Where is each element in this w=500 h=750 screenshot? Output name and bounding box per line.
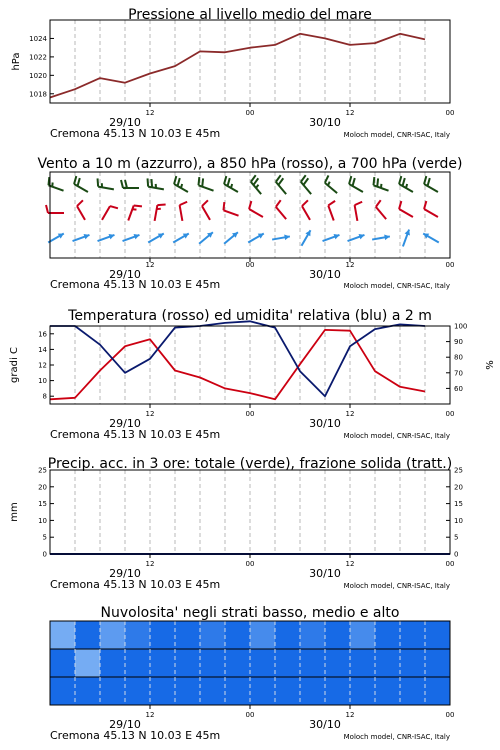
wind-barb <box>328 201 335 221</box>
y-tick-label: 25 <box>38 466 47 475</box>
wind-barb <box>180 202 188 221</box>
cloud-cell <box>375 649 400 677</box>
wind-barb-feather <box>202 200 208 206</box>
cloud-cell <box>250 621 275 649</box>
wind-barb <box>48 234 64 243</box>
x-tick-label: 00 <box>445 109 455 117</box>
date-label: 29/10 <box>109 718 141 731</box>
y-tick-label: 8 <box>42 392 47 401</box>
x-tick-label: 00 <box>245 711 255 719</box>
date-label: 30/10 <box>309 116 341 129</box>
wind-barb-half-feather <box>256 185 258 188</box>
wind-barb-half-feather <box>328 182 330 186</box>
cloud-cell <box>100 649 125 677</box>
y-tick-label: 10 <box>38 377 47 386</box>
cloud-cell <box>50 649 75 677</box>
cloud-cell <box>275 649 300 677</box>
wind-barb-feather <box>48 177 49 185</box>
cloud-cell <box>125 649 150 677</box>
wind-barb <box>198 177 213 191</box>
wind-barb <box>173 234 189 243</box>
y-right-tick-label: 10 <box>454 516 463 525</box>
wind-barb-feather <box>353 178 355 186</box>
wind-barb-shaft <box>128 205 133 220</box>
wind-barb-feather <box>178 178 180 186</box>
cloud-cell <box>275 621 300 649</box>
wind-barb <box>248 234 264 243</box>
wind-barb-feather <box>399 201 401 209</box>
wind-barb <box>174 176 188 192</box>
x-tick-label: 00 <box>245 560 255 568</box>
x-tick-label: 12 <box>345 261 355 269</box>
wind-barb-shaft <box>301 182 311 194</box>
y-axis-label: gradi C <box>9 347 20 383</box>
wind-barb-shaft <box>355 205 358 221</box>
wind-barb-feather <box>373 177 374 185</box>
wind-barb-feather <box>77 200 83 206</box>
wind-barb <box>102 206 118 220</box>
cloud-cell <box>425 677 450 705</box>
cloud-cell <box>125 677 150 705</box>
model-label: Moloch model, CNR-ISAC, Italy <box>343 432 450 440</box>
date-label: 30/10 <box>309 417 341 430</box>
x-tick-label: 00 <box>445 560 455 568</box>
location-label: Cremona 45.13 N 10.03 E 45m <box>50 428 221 441</box>
cloud-cell <box>225 649 250 677</box>
model-label: Moloch model, CNR-ISAC, Italy <box>343 282 450 290</box>
y-tick-label: 1022 <box>29 53 47 62</box>
wind-barb <box>251 175 261 194</box>
cloud-cell <box>100 621 125 649</box>
cloud-cell <box>175 649 200 677</box>
panel-1 <box>11 7 454 140</box>
cloud-cell <box>425 649 450 677</box>
wind-barb-feather <box>424 176 426 184</box>
panel-title: Precip. acc. in 3 ore: totale (verde), frazione solida (tratt.) <box>47 456 453 472</box>
x-tick-label: 12 <box>145 711 155 719</box>
wind-barb-feather <box>349 176 351 184</box>
cloud-cell <box>350 621 375 649</box>
y-tick-label: 1020 <box>29 71 47 80</box>
x-tick-label: 12 <box>345 560 355 568</box>
wind-barb-shaft <box>77 206 85 220</box>
cloud-cell <box>75 649 100 677</box>
wind-barb-feather <box>174 176 176 184</box>
wind-barb-feather <box>303 178 308 185</box>
location-label: Cremona 45.13 N 10.03 E 45m <box>50 729 221 742</box>
location-label: Cremona 45.13 N 10.03 E 45m <box>50 578 221 591</box>
x-tick-label: 00 <box>445 410 455 418</box>
wind-barb-feather <box>180 202 188 205</box>
wind-barb-shaft <box>48 185 63 190</box>
date-label: 29/10 <box>109 268 141 281</box>
wind-barb-feather <box>251 175 256 182</box>
wind-barb <box>423 234 439 243</box>
wind-barb-shaft <box>155 205 158 221</box>
cloud-cell <box>150 621 175 649</box>
wind-barb-feather <box>228 178 230 186</box>
cloud-cell <box>400 649 425 677</box>
wind-barb <box>148 234 164 243</box>
wind-barb-feather <box>403 178 405 186</box>
panel-3 <box>9 308 496 441</box>
wind-barb <box>373 177 388 191</box>
wind-barb <box>202 200 210 220</box>
wind-barb-shaft <box>202 206 210 220</box>
wind-barb-shaft <box>302 206 310 220</box>
wind-barb-feather <box>253 178 258 185</box>
pressure-line <box>50 34 425 98</box>
y-right-axis-label: % <box>485 360 496 370</box>
cloud-cell <box>175 621 200 649</box>
wind-barb <box>355 202 363 221</box>
x-tick-label: 00 <box>245 261 255 269</box>
wind-barb <box>155 205 166 221</box>
cloud-cell <box>125 621 150 649</box>
wind-barb-feather <box>198 177 199 185</box>
wind-barb-feather <box>223 202 224 210</box>
cloud-cell <box>250 649 275 677</box>
panel-2 <box>37 156 462 291</box>
cloud-cell <box>75 621 100 649</box>
y-tick-label: 16 <box>38 330 47 339</box>
location-label: Cremona 45.13 N 10.03 E 45m <box>50 278 221 291</box>
wind-barb-feather <box>78 178 80 186</box>
wind-barb-feather <box>224 176 226 184</box>
wind-barb-feather <box>202 178 203 186</box>
wind-barb <box>128 205 142 220</box>
wind-barb-feather <box>110 206 118 208</box>
cloud-cell <box>50 621 75 649</box>
cloud-cell <box>150 649 175 677</box>
cloud-cell <box>425 621 450 649</box>
wind-barb <box>121 180 139 188</box>
wind-barb-feather <box>424 201 426 209</box>
cloud-cell <box>325 621 350 649</box>
wind-barb-feather <box>399 176 401 184</box>
wind-barb <box>403 230 410 247</box>
x-tick-label: 00 <box>245 410 255 418</box>
wind-barb-shaft <box>276 207 286 219</box>
wind-barb-shaft <box>102 206 110 220</box>
wind-barb <box>302 230 311 246</box>
cloud-cell <box>50 677 75 705</box>
x-tick-label: 12 <box>145 261 155 269</box>
wind-barb-feather <box>328 201 335 206</box>
wind-barb-feather <box>376 200 381 207</box>
wind-barb <box>424 201 438 217</box>
y-right-tick-label: 15 <box>454 500 463 509</box>
wind-barb-feather <box>301 175 306 182</box>
wind-barb <box>223 202 238 216</box>
wind-barb <box>349 176 363 192</box>
cloud-cell <box>300 677 325 705</box>
date-label: 30/10 <box>309 567 341 580</box>
wind-barb <box>302 200 310 220</box>
wind-barb-shaft <box>424 184 438 192</box>
wind-barb <box>301 175 311 194</box>
y-tick-label: 14 <box>38 345 47 354</box>
y-axis-label: mm <box>9 502 20 522</box>
cloud-cell <box>225 677 250 705</box>
cloud-cell <box>375 621 400 649</box>
temperature-line <box>50 330 425 399</box>
panel-title: Temperatura (rosso) ed umidita' relativa (blu) a 2 m <box>68 308 432 324</box>
cloud-cell <box>350 677 375 705</box>
wind-barb <box>399 201 413 217</box>
wind-barb-feather <box>278 178 283 185</box>
date-label: 29/10 <box>109 116 141 129</box>
wind-barb-shaft <box>349 184 363 192</box>
cloud-cell <box>250 677 275 705</box>
panel-4 <box>9 456 463 591</box>
wind-barb-shaft <box>276 182 286 194</box>
wind-barb <box>276 200 286 219</box>
cloud-cell <box>275 677 300 705</box>
y-tick-label: 12 <box>38 361 47 370</box>
wind-barb-half-feather <box>181 184 182 188</box>
y-right-tick-label: 5 <box>454 533 459 542</box>
wind-barb <box>399 176 413 192</box>
y-tick-label: 5 <box>42 533 47 542</box>
cloud-cell <box>375 677 400 705</box>
cloud-cell <box>300 649 325 677</box>
date-label: 30/10 <box>309 268 341 281</box>
wind-barb-shaft <box>328 205 333 220</box>
cloud-cell <box>200 677 225 705</box>
panel-title: Pressione al livello medio del mare <box>128 7 372 23</box>
wind-barb-feather <box>98 178 99 186</box>
date-label: 30/10 <box>309 718 341 731</box>
x-tick-label: 12 <box>345 109 355 117</box>
y-right-tick-label: 25 <box>454 466 463 475</box>
wind-barb-shaft <box>223 210 238 215</box>
wind-barb-shaft <box>325 183 337 193</box>
wind-barb-half-feather <box>231 184 232 188</box>
x-tick-label: 00 <box>245 109 255 117</box>
wind-barb-feather <box>276 175 281 182</box>
x-tick-label: 12 <box>145 560 155 568</box>
wind-barb-shaft <box>376 207 386 219</box>
y-right-tick-label: 0 <box>454 550 459 559</box>
cloud-cell <box>225 621 250 649</box>
wind-barb <box>424 176 438 192</box>
wind-barb-shaft <box>249 209 263 217</box>
y-tick-label: 15 <box>38 500 47 509</box>
wind-barb <box>199 232 213 244</box>
cloud-cell <box>350 649 375 677</box>
wind-barb-shaft <box>399 209 413 217</box>
cloud-cell <box>200 621 225 649</box>
date-label: 29/10 <box>109 567 141 580</box>
model-label: Moloch model, CNR-ISAC, Italy <box>343 131 450 139</box>
x-tick-label: 12 <box>345 410 355 418</box>
humidity-line <box>50 321 425 396</box>
wind-barb <box>276 175 286 194</box>
wind-barb-feather <box>134 205 142 206</box>
wind-barb <box>77 200 85 220</box>
wind-barb-shaft <box>424 209 438 217</box>
wind-barb <box>224 232 238 244</box>
cloud-cell <box>200 649 225 677</box>
panel-5 <box>50 605 454 742</box>
wind-barb <box>46 205 64 213</box>
cloud-cell <box>100 677 125 705</box>
y-tick-label: 20 <box>38 483 47 492</box>
cloud-cell <box>400 621 425 649</box>
cloud-cell <box>75 677 100 705</box>
wind-barb-feather <box>74 176 76 184</box>
wind-barb-feather <box>151 179 152 187</box>
wind-barb-feather <box>157 205 165 206</box>
cloud-cell <box>300 621 325 649</box>
wind-barb-half-feather <box>406 184 407 188</box>
x-tick-label: 00 <box>445 261 455 269</box>
wind-barb-feather <box>355 202 363 205</box>
y-tick-label: 10 <box>38 516 47 525</box>
panel-title: Nuvolosita' negli strati basso, medio e alto <box>100 605 400 621</box>
date-label: 29/10 <box>109 417 141 430</box>
x-tick-label: 12 <box>345 711 355 719</box>
y-right-tick-label: 60 <box>454 384 463 393</box>
y-axis-label: hPa <box>11 52 22 71</box>
wind-barb-feather <box>377 178 378 186</box>
wind-barb-shaft <box>180 205 183 221</box>
cloud-cell <box>325 649 350 677</box>
y-tick-label: 1024 <box>29 34 47 43</box>
wind-barb-feather <box>428 178 430 186</box>
wind-barb <box>325 175 337 193</box>
location-label: Cremona 45.13 N 10.03 E 45m <box>50 127 221 140</box>
wind-barb-feather <box>121 180 123 188</box>
wind-barb <box>224 176 238 192</box>
wind-barb-feather <box>148 178 149 186</box>
y-right-tick-label: 70 <box>454 369 463 378</box>
x-tick-label: 00 <box>445 711 455 719</box>
wind-barb <box>376 200 386 219</box>
wind-barb-feather <box>302 200 308 206</box>
y-right-tick-label: 20 <box>454 483 463 492</box>
wind-barb-shaft <box>198 185 213 190</box>
x-tick-label: 12 <box>145 109 155 117</box>
panel-title: Vento a 10 m (azzurro), a 850 hPa (rosso), a 700 hPa (verde) <box>37 156 463 172</box>
y-tick-label: 1018 <box>29 90 47 99</box>
wind-barb-shaft <box>74 184 88 192</box>
model-label: Moloch model, CNR-ISAC, Italy <box>343 733 450 741</box>
wind-barb-feather <box>46 205 48 213</box>
y-tick-label: 0 <box>42 550 47 559</box>
wind-barb <box>48 177 63 191</box>
wind-barb <box>74 176 88 192</box>
cloud-cell <box>325 677 350 705</box>
cloud-cell <box>175 677 200 705</box>
wind-barb-feather <box>249 201 251 209</box>
model-label: Moloch model, CNR-ISAC, Italy <box>343 582 450 590</box>
cloud-cell <box>400 677 425 705</box>
wind-barb <box>249 201 263 217</box>
x-tick-label: 12 <box>145 410 155 418</box>
cloud-cell <box>150 677 175 705</box>
y-right-tick-label: 80 <box>454 353 463 362</box>
y-right-tick-label: 90 <box>454 338 463 347</box>
wind-barb-feather <box>276 200 281 207</box>
y-right-tick-label: 100 <box>454 322 468 331</box>
